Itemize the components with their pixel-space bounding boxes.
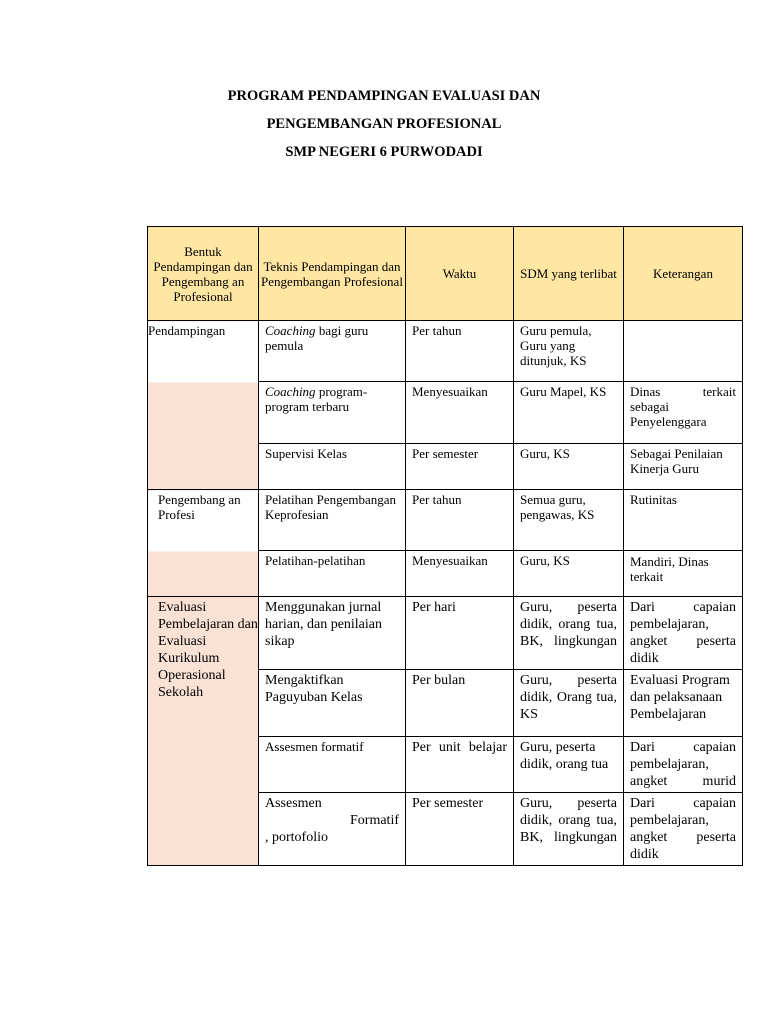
- sdm-cell: Guru pemula, Guru yang ditunjuk, KS: [514, 321, 624, 382]
- header-keterangan: Keterangan: [624, 227, 743, 321]
- waktu-cell: Per semester: [406, 793, 514, 866]
- waktu-cell: Per hari: [406, 597, 514, 670]
- program-table: [147, 226, 743, 866]
- sdm-cell: Guru, peserta didik, orang tua: [514, 737, 624, 793]
- keterangan-cell: Dari capaian pembelajaran, angket murid: [624, 737, 743, 793]
- document-title-line-1: PROGRAM PENDAMPINGAN EVALUASI DAN: [227, 88, 541, 104]
- header-teknis: Teknis Pendampingan dan Pengembangan Profesional: [259, 227, 406, 321]
- keterangan-cell: Rutinitas: [624, 490, 743, 551]
- waktu-cell: Menyesuaikan: [406, 551, 514, 597]
- keterangan-cell: Dari capaian pembelajaran, angket peserta didik: [624, 597, 743, 670]
- table-row: [148, 321, 743, 382]
- teknis-cell: Pelatihan-pelatihan: [259, 551, 406, 597]
- sdm-cell: Guru, peserta didik, Orang tua, KS: [514, 670, 624, 737]
- waktu-cell: Menyesuaikan: [406, 382, 514, 444]
- teknis-cell: Assesmen formatif: [259, 737, 406, 793]
- sdm-cell: Guru Mapel, KS: [514, 382, 624, 444]
- group-label: Pengembang an Profesi: [158, 492, 241, 522]
- group-label: Evaluasi Pembelajaran dan Evaluasi Kurikulum Operasional Sekolah: [158, 600, 258, 700]
- document-title-line-3: SMP NEGERI 6 PURWODADI: [285, 144, 483, 160]
- table-row: [148, 490, 743, 551]
- teknis-cell: Mengaktifkan Paguyuban Kelas: [259, 670, 406, 737]
- keterangan-cell: Mandiri, Dinas terkait: [624, 551, 743, 597]
- sdm-cell: Guru, KS: [514, 551, 624, 597]
- sdm-cell: Semua guru, pengawas, KS: [514, 490, 624, 551]
- waktu-cell: Per unit belajar: [406, 737, 514, 793]
- waktu-cell: Per tahun: [406, 321, 514, 382]
- teknis-cell: Coaching program-program terbaru: [259, 382, 406, 444]
- teknis-cell: Supervisi Kelas: [259, 444, 406, 490]
- group-cell-pengembangan: [148, 490, 259, 597]
- teknis-cell: Menggunakan jurnal harian, dan penilaian sikap: [259, 597, 406, 670]
- teknis-cell: Pelatihan Pengembangan Keprofesian: [259, 490, 406, 551]
- keterangan-cell: [624, 321, 743, 382]
- table-row: [148, 597, 743, 670]
- table-header-row: [148, 227, 743, 321]
- group-label: Pendampingan: [148, 323, 226, 338]
- keterangan-cell: Sebagai Penilaian Kinerja Guru: [624, 444, 743, 490]
- teknis-cell: Coaching bagi guru pemula: [259, 321, 406, 382]
- document-title-line-2: PENGEMBANGAN PROFESIONAL: [266, 116, 502, 132]
- keterangan-cell: Dinas terkait sebagai Penyelenggara: [624, 382, 743, 444]
- waktu-cell: Per tahun: [406, 490, 514, 551]
- waktu-cell: Per semester: [406, 444, 514, 490]
- header-bentuk: Bentuk Pendampingan dan Pengembang an Profesional: [148, 227, 259, 321]
- group-cell-evaluasi: [148, 597, 259, 866]
- header-waktu: Waktu: [406, 227, 514, 321]
- keterangan-cell: Evaluasi Program dan pelaksanaan Pembelajaran: [624, 670, 743, 737]
- header-sdm: SDM yang terlibat: [514, 227, 624, 321]
- teknis-cell: Assesmen Formatif , portofolio: [259, 793, 406, 866]
- keterangan-cell: Dari capaian pembelajaran, angket peserta didik: [624, 793, 743, 866]
- group-cell-pendampingan: [148, 321, 259, 490]
- sdm-cell: Guru, peserta didik, orang tua, BK, lingkungan: [514, 597, 624, 670]
- sdm-cell: Guru, KS: [514, 444, 624, 490]
- waktu-cell: Per bulan: [406, 670, 514, 737]
- sdm-cell: Guru, peserta didik, orang tua, BK, lingkungan: [514, 793, 624, 866]
